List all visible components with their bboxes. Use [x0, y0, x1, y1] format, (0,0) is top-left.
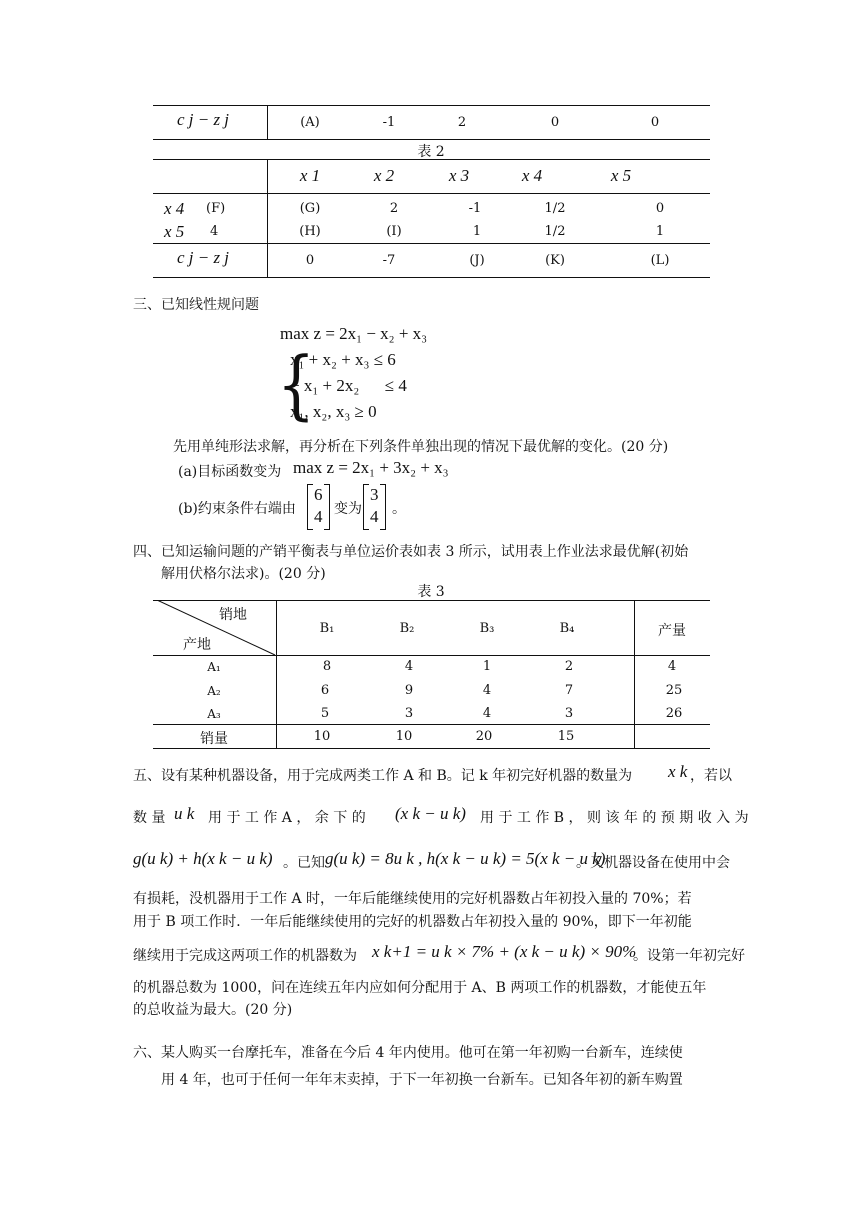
section-title: 三、已知线性规问题 [133, 297, 259, 313]
section-text: 用于 B 项工作时．一年后能继续使用的完好的机器数占年初投入量的 90%，即下一年初能 [133, 914, 692, 930]
cell: 3 [564, 706, 574, 721]
cell: 2 [389, 201, 399, 216]
basis-var: x 5 [164, 222, 185, 241]
table-rule [153, 748, 710, 749]
cj-zj-label: c j − z j [176, 110, 230, 129]
section-text: 。设第一年初完好 [633, 948, 745, 964]
section-text: 解用伏格尔法求)。(20 分) [161, 566, 326, 582]
cell: 10 [313, 729, 331, 744]
inline-math: g(u k) + h(x k − u k) [133, 849, 273, 868]
corner-bottom-label: 产地 [183, 637, 211, 653]
table-rule [153, 105, 710, 106]
matrix-to-bottom: 4 [370, 507, 379, 526]
constraint: − x₁ + 2x₂ ≤ 4 [290, 376, 407, 395]
basis-cost: (F) [206, 201, 226, 216]
matrix-bracket [324, 484, 330, 530]
table-rule [153, 655, 710, 656]
cell: 4 [482, 706, 492, 721]
cell: -1 [382, 115, 396, 130]
demand-label: 销量 [200, 731, 228, 747]
part-a-math: max z = 2x₁ + 3x₂ + x₃ [293, 458, 449, 477]
objective: max z = 2x₁ − x₂ + x₃ [280, 324, 428, 343]
cell: 9 [404, 683, 414, 698]
cj-zj-label: c j − z j [176, 248, 230, 267]
cell: 6 [320, 683, 330, 698]
table-divider [634, 600, 635, 748]
corner-top-label: 销地 [219, 607, 247, 623]
cell: 4 [667, 659, 677, 674]
cell: (J) [469, 253, 485, 268]
cell: 0 [650, 115, 660, 130]
part-a-label: (a)目标函数变为 [178, 464, 282, 480]
col-header: x 3 [448, 166, 470, 185]
cell: 8 [322, 659, 332, 674]
section-text: 数 量 [133, 810, 166, 826]
cell: 2 [564, 659, 574, 674]
section-text: 的总收益为最大。(20 分) [133, 1002, 293, 1018]
matrix-to-top: 3 [370, 485, 379, 504]
part-b-mid: 变为 [334, 501, 362, 517]
cell: 26 [665, 706, 683, 721]
cell: -1 [468, 201, 482, 216]
table-caption: 表 3 [417, 584, 445, 600]
cell: 1/2 [544, 201, 566, 216]
brace: { [277, 341, 316, 430]
matrix-from-bottom: 4 [314, 507, 323, 526]
table-divider [267, 159, 268, 277]
table-rule [153, 724, 710, 725]
cell: 4 [482, 683, 492, 698]
cell: 7 [564, 683, 574, 698]
instruction: 先用单纯形法求解，再分析在下列条件单独出现的情况下最优解的变化。(20 分) [173, 439, 669, 455]
basis-var: x 4 [164, 199, 185, 218]
col-header: x 2 [373, 166, 395, 185]
table-divider [267, 105, 268, 139]
section-text: 用 4 年，也可于任何一年年末卖掉，于下一年初换一台新车。已知各年初的新车购置 [161, 1072, 683, 1088]
matrix-from-top: 6 [314, 485, 323, 504]
cell: 0 [550, 115, 560, 130]
cell: (G) [299, 201, 321, 216]
section-text: 的机器总数为 1000，问在连续五年内应如何分配用于 A、B 两项工作的机器数，才能使五年 [133, 980, 707, 996]
col-header: B₁ [319, 621, 335, 636]
cell: 1/2 [544, 224, 566, 239]
part-b-end: 。 [392, 501, 406, 517]
matrix-bracket [380, 484, 386, 530]
cell: 10 [395, 729, 413, 744]
supply-header: 产量 [658, 623, 686, 639]
section-text: 六、某人购买一台摩托车，准备在今后 4 年内使用。他可在第一年初购一台新车，连续使 [133, 1045, 683, 1061]
constraint: x₁ + x₂ + x₃ ≤ 6 [290, 350, 396, 369]
cell: 1 [472, 224, 482, 239]
constraint: x₁, x₂, x₃ ≥ 0 [290, 402, 377, 421]
section-text: 继续用于完成这两项工作的机器数为 [133, 948, 357, 964]
cell: (K) [545, 253, 565, 268]
cell: 5 [320, 706, 330, 721]
col-header: B₂ [399, 621, 415, 636]
part-b-label: (b)约束条件右端由 [178, 501, 296, 517]
section-text: 。又机器设备在使用中会 [576, 855, 730, 871]
section-text: 用 于 工 作 A ， 余 下 的 [208, 810, 366, 826]
cell: 2 [457, 115, 467, 130]
cell: (A) [300, 115, 320, 130]
inline-math: x k [668, 762, 688, 781]
section-text: ，若以 [690, 768, 732, 784]
table-rule [153, 139, 710, 140]
table-caption: 表 2 [417, 144, 445, 160]
cell: 25 [665, 683, 683, 698]
col-header: B₃ [479, 621, 495, 636]
inline-math: g(u k) = 8u k , h(x k − u k) = 5(x k − u k) [325, 849, 606, 868]
table-rule [153, 277, 710, 278]
matrix-bracket [307, 484, 313, 530]
cell: 0 [655, 201, 665, 216]
section-text: 。已知 [283, 855, 325, 871]
row-label: A₁ [207, 660, 221, 674]
col-header: B₄ [559, 621, 575, 636]
table-rule [153, 243, 710, 244]
cell: 0 [305, 253, 315, 268]
cell: 1 [655, 224, 665, 239]
inline-math: u k [174, 804, 195, 823]
section-text: 有损耗，没机器用于工作 A 时，一年后能继续使用的完好机器数占年初投入量的 70%；若 [133, 891, 692, 907]
col-header: x 1 [299, 166, 321, 185]
table-rule [153, 193, 710, 194]
cell: (L) [650, 253, 670, 268]
row-label: A₃ [207, 707, 221, 721]
matrix-bracket [363, 484, 369, 530]
section-text: 用 于 工 作 B ， 则 该 年 的 预 期 收 入 为 [480, 810, 749, 826]
basis-cost: 4 [210, 224, 219, 239]
cell: 15 [557, 729, 575, 744]
section-text: 五、设有某种机器设备，用于完成两类工作 A 和 B。记 k 年初完好机器的数量为 [133, 768, 633, 784]
inline-math: x k+1 = u k × 7% + (x k − u k) × 90% [372, 942, 637, 961]
diagonal-corner [153, 600, 277, 656]
cell: -7 [382, 253, 396, 268]
cell: 4 [404, 659, 414, 674]
inline-math: (x k − u k) [395, 804, 466, 823]
table-rule [153, 159, 710, 160]
cell: 3 [404, 706, 414, 721]
cell: 1 [482, 659, 492, 674]
cell: (I) [386, 224, 402, 239]
cell: (H) [299, 224, 321, 239]
col-header: x 5 [610, 166, 632, 185]
cell: 20 [475, 729, 493, 744]
row-label: A₂ [207, 684, 221, 698]
col-header: x 4 [521, 166, 543, 185]
section-text: 四、已知运输问题的产销平衡表与单位运价表如表 3 所示，试用表上作业法求最优解(初始 [133, 544, 689, 560]
table-divider [276, 600, 277, 748]
